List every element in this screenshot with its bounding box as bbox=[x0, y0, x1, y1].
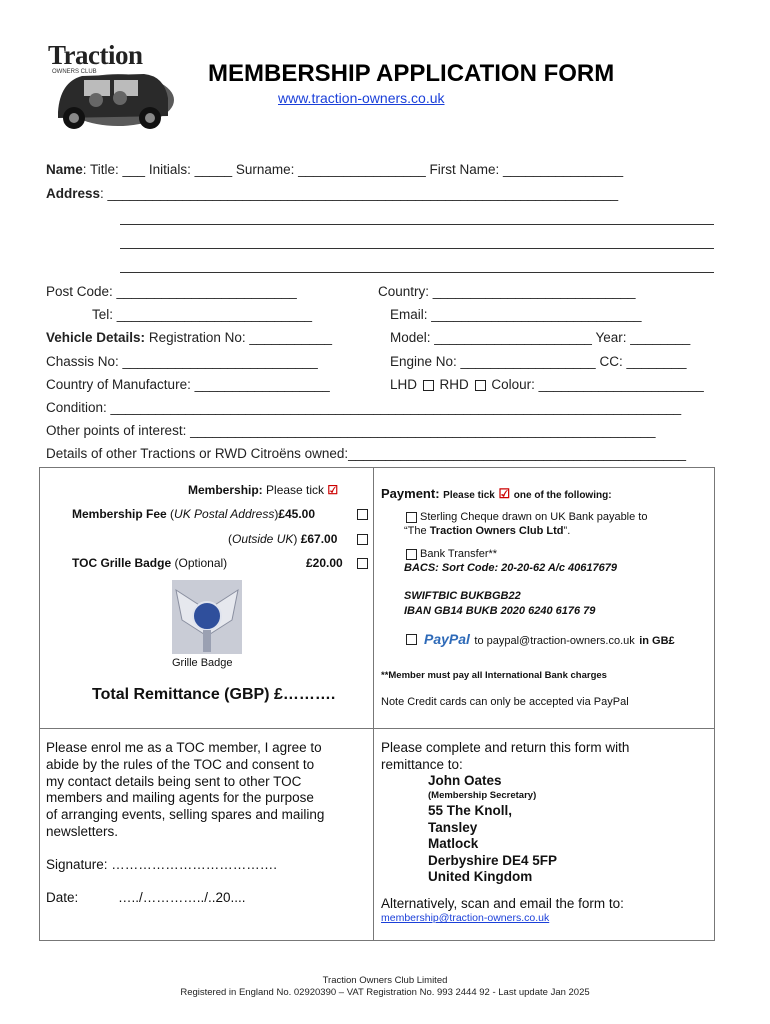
lhd-checkbox[interactable] bbox=[423, 380, 434, 391]
grille-badge-image bbox=[172, 580, 242, 654]
country-field[interactable]: Country: ___________________________ bbox=[378, 284, 636, 299]
badge-note: (Optional) bbox=[174, 556, 228, 570]
lhd-label: LHD bbox=[390, 377, 418, 392]
badge-label: TOC Grille Badge bbox=[72, 556, 172, 570]
website-link[interactable]: www.traction-owners.co.uk bbox=[278, 90, 445, 106]
badge-row bbox=[72, 556, 227, 570]
membership-heading-bold: Membership: bbox=[188, 483, 263, 497]
bank-transfer-label: Bank Transfer** bbox=[420, 548, 498, 560]
paypal-currency: in GB£ bbox=[639, 635, 675, 647]
membership-heading-rest: Please tick bbox=[262, 483, 325, 497]
badge-price: £20.00 bbox=[306, 556, 343, 570]
other-tractions-field[interactable]: Details of other Tractions or RWD Citroëns owned:_____________________________________________ bbox=[46, 446, 686, 461]
bacs-details: BACS: Sort Code: 20-20-62 A/c 40617679 bbox=[404, 562, 617, 574]
iban-details: IBAN GB14 BUKB 2020 6240 6176 79 bbox=[404, 605, 596, 617]
cheque-post: ”. bbox=[563, 525, 571, 537]
post-code-field[interactable]: Post Code: ________________________ bbox=[46, 284, 297, 299]
bank-transfer-checkbox[interactable] bbox=[406, 549, 417, 560]
declaration-text bbox=[46, 740, 324, 841]
secretary-name: John Oates bbox=[428, 773, 502, 788]
postal-address bbox=[428, 803, 557, 886]
logo-title: Traction bbox=[48, 40, 143, 70]
address-line-2[interactable] bbox=[120, 224, 714, 225]
badge-checkbox[interactable] bbox=[357, 558, 368, 569]
cheque-checkbox[interactable] bbox=[406, 512, 417, 523]
tel-field[interactable]: Tel: __________________________ bbox=[92, 307, 312, 322]
fee-uk-row: Membership Fee (UK Postal Address)£45.00 bbox=[72, 507, 316, 521]
signature-field[interactable]: Signature: ………………………………. bbox=[46, 857, 278, 872]
return-line-1: Please complete and return this form with bbox=[381, 740, 630, 755]
cheque-line-2 bbox=[404, 525, 570, 537]
paypal-address: to paypal@traction-owners.co.uk bbox=[474, 635, 635, 647]
rhd-label: RHD bbox=[439, 377, 469, 392]
membership-email-link[interactable]: membership@traction-owners.co.uk bbox=[381, 912, 550, 924]
fee-outside-checkbox[interactable] bbox=[357, 534, 368, 545]
chassis-field[interactable]: Chassis No: __________________________ bbox=[46, 354, 318, 369]
declaration-line-6: newsletters. bbox=[46, 823, 119, 839]
address-label: Address bbox=[46, 186, 101, 201]
cheque-payee: Traction Owners Club Ltd bbox=[429, 525, 564, 537]
name-fields: : Title: ___ Initials: _____ Surname: _________________ First Name: ________________ bbox=[82, 162, 624, 177]
payment-heading-note: Please tick bbox=[443, 490, 495, 501]
address-line-4[interactable] bbox=[120, 272, 714, 273]
alternative-note: Alternatively, scan and email the form to: bbox=[381, 896, 624, 911]
payment-heading bbox=[381, 486, 612, 502]
fee-uk-checkbox[interactable] bbox=[357, 509, 368, 520]
paypal-logo: PayPal bbox=[424, 631, 470, 647]
declaration-line-3: my contact details being sent to other TOC bbox=[46, 773, 302, 789]
name-label: Name bbox=[46, 162, 83, 177]
rhd-checkbox[interactable] bbox=[475, 380, 486, 391]
address-line-country: United Kingdom bbox=[428, 869, 533, 885]
footer-company: Traction Owners Club Limited bbox=[322, 975, 448, 986]
declaration-line-1: Please enrol me as a TOC member, I agree to bbox=[46, 740, 322, 755]
address-line-village: Tansley bbox=[428, 819, 478, 835]
address-line-town: Matlock bbox=[428, 836, 479, 852]
fee-label: Membership Fee bbox=[72, 507, 167, 521]
fee-outside-note: Outside UK bbox=[232, 532, 294, 546]
secretary-role: (Membership Secretary) bbox=[428, 790, 537, 801]
colour-field[interactable]: Colour: ______________________ bbox=[491, 377, 704, 392]
fee-uk-note: UK Postal Address bbox=[174, 507, 275, 521]
international-note: **Member must pay all International Bank charges bbox=[381, 670, 607, 681]
footer-registration: Registered in England No. 02920390 – VAT Registration No. 993 2444 92 - Last update Jan 2025 bbox=[180, 987, 590, 998]
condition-field[interactable]: Condition: ____________________________________________________________________________ bbox=[46, 400, 682, 415]
vehicle-row[interactable] bbox=[46, 330, 332, 345]
email-field[interactable]: Email: ____________________________ bbox=[390, 307, 642, 322]
fee-outside-price: £67.00 bbox=[300, 532, 338, 546]
badge-caption: Grille Badge bbox=[172, 657, 233, 669]
form-title: MEMBERSHIP APPLICATION FORM bbox=[208, 60, 615, 87]
logo-subtitle: OWNERS CLUB bbox=[52, 69, 97, 75]
address-line-3[interactable] bbox=[120, 248, 714, 249]
payment-heading-label: Payment: bbox=[381, 486, 440, 501]
fee-uk-price: £45.00 bbox=[278, 507, 316, 521]
country-manufacture-field[interactable]: Country of Manufacture: __________________ bbox=[46, 377, 330, 392]
address-line-street: 55 The Knoll, bbox=[428, 803, 513, 818]
address-line-1: : ____________________________________________________________________ bbox=[100, 186, 619, 201]
drive-colour-row bbox=[390, 377, 704, 392]
tick-icon: ☑ bbox=[498, 486, 511, 501]
paypal-checkbox[interactable] bbox=[406, 634, 417, 645]
fee-outside-row: (Outside UK) £67.00 bbox=[228, 532, 338, 546]
declaration-line-2: abide by the rules of the TOC and consent to bbox=[46, 756, 315, 772]
total-remittance[interactable]: Total Remittance (GBP) £………. bbox=[92, 686, 336, 703]
cheque-line-1: Sterling Cheque drawn on UK Bank payable to bbox=[420, 511, 648, 523]
other-points-field[interactable]: Other points of interest: ______________________________________________________________ bbox=[46, 423, 656, 438]
swift-details: SWIFTBIC BUKBGB22 bbox=[404, 590, 521, 602]
payment-heading-note2: one of the following: bbox=[513, 490, 612, 501]
return-instructions bbox=[381, 740, 629, 773]
return-line-2: remittance to: bbox=[381, 756, 463, 772]
paypal-row bbox=[424, 631, 675, 649]
model-year-field[interactable]: Model: _____________________ Year: ________ bbox=[390, 330, 691, 345]
tick-icon: ☑ bbox=[327, 483, 339, 497]
date-field[interactable]: …../…………../..20.... bbox=[118, 890, 246, 905]
address-line-county: Derbyshire DE4 5FP bbox=[428, 852, 558, 868]
registration-field: Registration No: ___________ bbox=[148, 330, 332, 345]
cheque-pre: “The bbox=[404, 525, 430, 537]
name-row[interactable] bbox=[46, 162, 623, 177]
vehicle-label: Vehicle Details: bbox=[46, 330, 146, 345]
declaration-line-5: of arranging events, selling spares and mailing bbox=[46, 807, 325, 823]
declaration-line-4: members and mailing agents for the purpose bbox=[46, 790, 314, 806]
date-label: Date: bbox=[46, 890, 79, 905]
membership-heading bbox=[188, 483, 338, 497]
address-row[interactable] bbox=[46, 186, 618, 201]
credit-card-note: Note Credit cards can only be accepted via PayPal bbox=[381, 696, 629, 708]
engine-cc-field[interactable]: Engine No: __________________ CC: ________ bbox=[390, 354, 687, 369]
